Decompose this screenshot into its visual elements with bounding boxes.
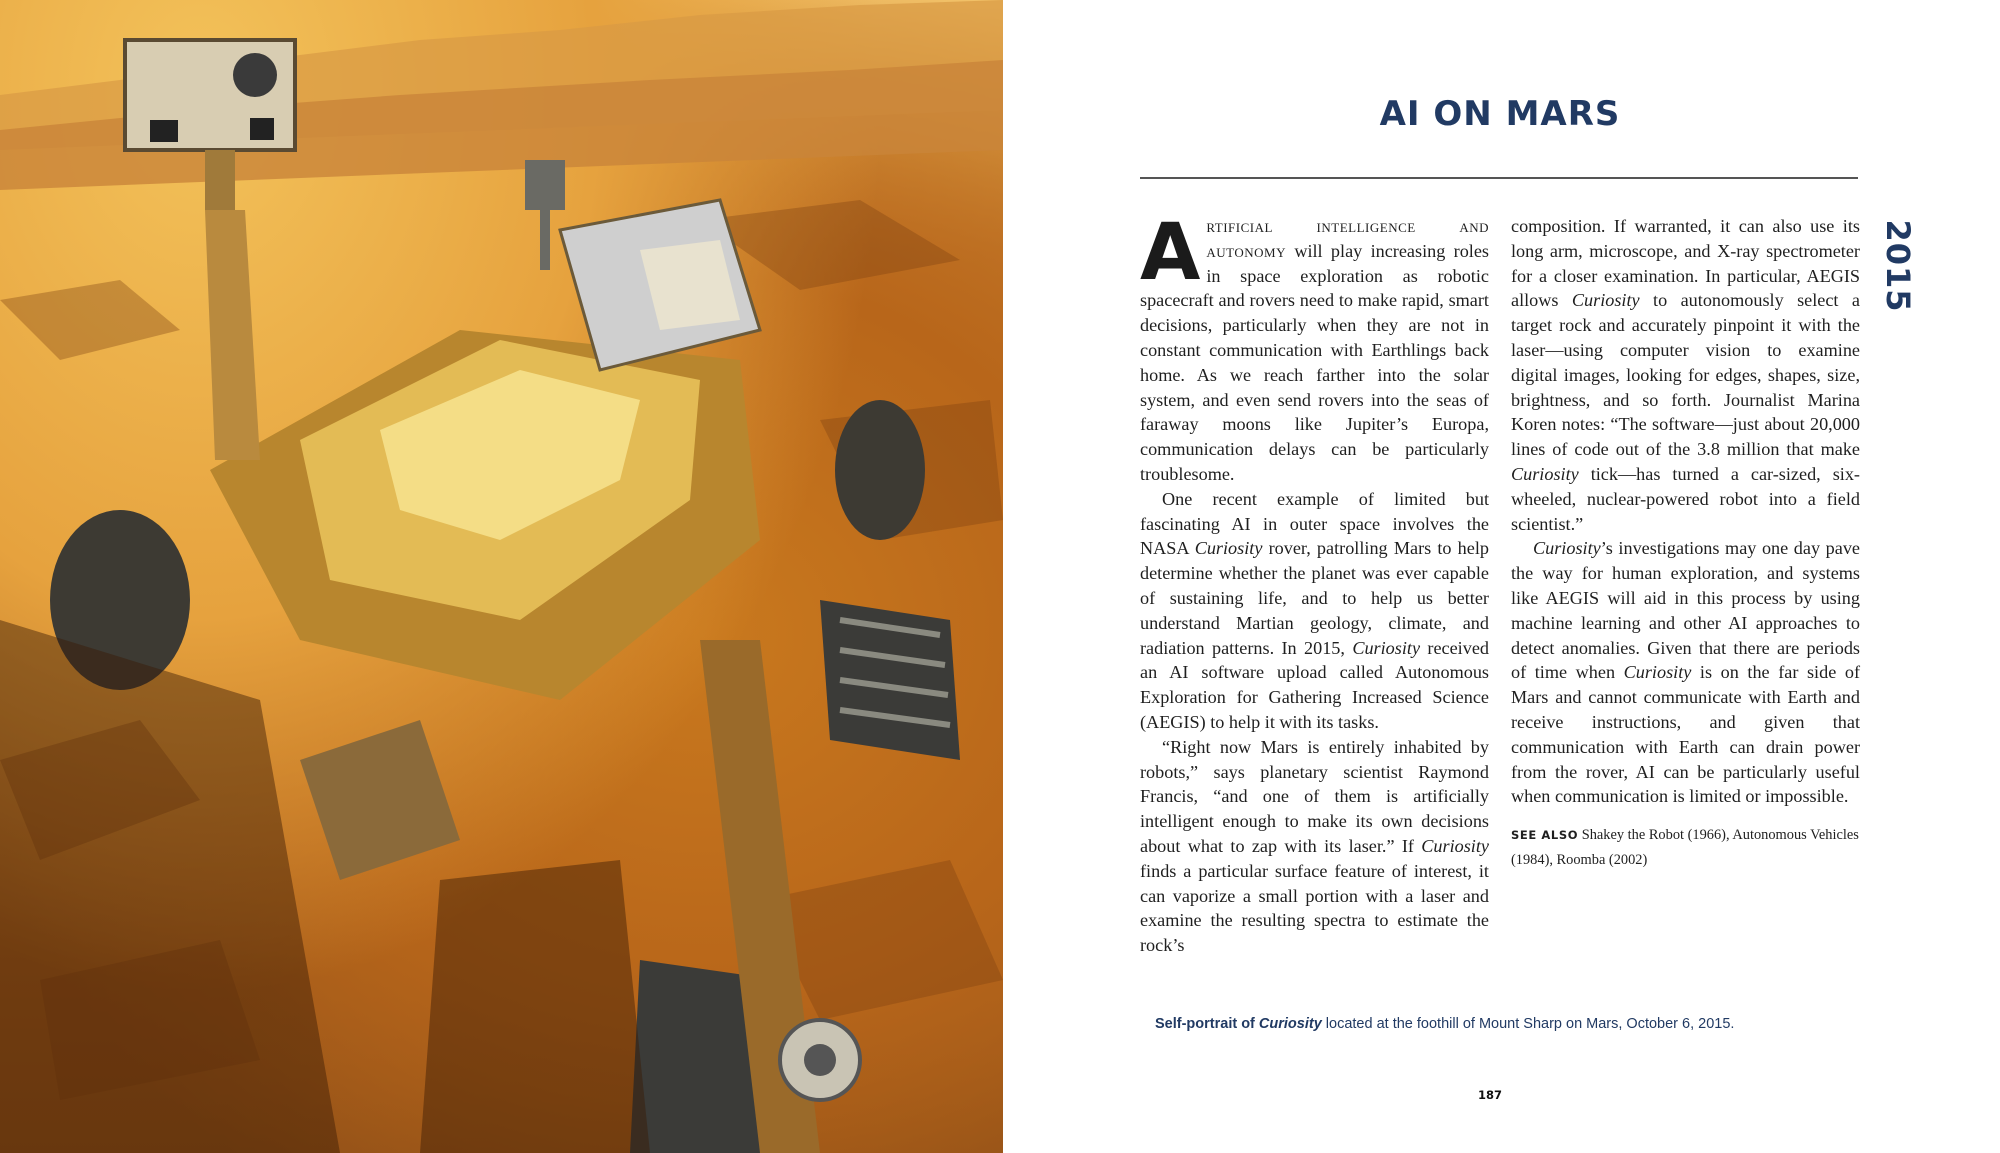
paragraph-4-text-a: composition. If warranted, it can also use its long arm, microscope, and X-ray spectrometer for a closer examination. In particular, AEGIS allows (1511, 216, 1860, 311)
photo-caption (1155, 1016, 1915, 1032)
paragraph-4 (1511, 214, 1860, 536)
italic-curiosity: Curiosity (1571, 290, 1640, 311)
paragraph-3 (1140, 735, 1489, 958)
column-left (1140, 208, 1489, 958)
paragraph-5 (1511, 536, 1860, 809)
page-number: 187 (1477, 1088, 1502, 1102)
italic-curiosity: Curiosity (1421, 835, 1489, 856)
paragraph-1-text: will play increasing roles in space exploration as robotic spacecraft and rovers need to make rapid, smart decisions, particularly when they are not in constant communication with Earthlings back home. As we reach farther into the solar system, and even send rovers into the seas of faraway moons like Jupiter’s Europa, communication delays can be particularly troublesome. (1140, 240, 1489, 484)
paragraph-4-text-b: to autonomously select a target rock and accurately pinpoint it with the laser—using computer vision to examine digital images, looking for edges, shapes, size, brightness, and so forth. Journalist Marina Koren notes: “The software—just about 20,000 lines of code out of the 3.8 million that make (1511, 290, 1860, 460)
year-marker (1873, 218, 1923, 314)
year-label: 2015 (1879, 219, 1917, 313)
paragraph-2-text-c: received an AI software upload called Autonomous Exploration for Gathering Increased Science (AEGIS) to help it with its tasks. (1140, 637, 1489, 732)
paragraph-3-text-a: “Right now Mars is entirely inhabited by robots,” says planetary scientist Raymond Francis, “and one of them is artificially intelligent enough to make its own decisions about what to zap with its laser.” If (1140, 736, 1489, 856)
see-also-label: SEE ALSO (1511, 828, 1579, 843)
italic-curiosity: Curiosity (1194, 538, 1263, 559)
see-also (1511, 823, 1860, 873)
italic-curiosity: Curiosity (1533, 538, 1601, 559)
paragraph-2-text-b: rover, patrolling Mars to help determine whether the planet was ever capable of sustaining life, and to help us better understand Martian geology, climate, and radiation patterns. In 2015, (1140, 538, 1489, 658)
paragraph-4-text-c: tick—has turned a car-sized, six-wheeled, nuclear-powered robot into a field scientist.” (1511, 463, 1860, 534)
title-rule (1140, 177, 1858, 179)
caption-italic: Curiosity (1258, 1016, 1322, 1032)
see-also-text: Shakey the Robot (1966), Autonomous Vehicles (1984), Roomba (2002) (1511, 827, 1859, 869)
article-title: AI ON MARS (1379, 94, 1621, 134)
italic-curiosity: Curiosity (1623, 662, 1692, 683)
caption-bold: Self-portrait of (1155, 1016, 1259, 1032)
caption-text: located at the foothill of Mount Sharp on Mars, October 6, 2015. (1321, 1016, 1735, 1032)
paragraph-2-text-a: One recent example of limited but fascinating AI in outer space involves the NASA (1140, 488, 1489, 559)
column-right (1511, 214, 1860, 873)
paragraph-3-text-b: finds a particular surface feature of interest, it can vaporize a small portion with a laser and examine the resulting spectra to estimate the rock’s (1140, 860, 1489, 956)
drop-cap: A (1140, 208, 1201, 298)
paragraph-2 (1140, 487, 1489, 735)
italic-curiosity: Curiosity (1511, 463, 1579, 484)
lead-smallcaps: rtificial intelligence and autonomy (1206, 216, 1489, 261)
italic-curiosity: Curiosity (1352, 637, 1421, 658)
paragraph-5-text-a: ’s investigations may one day pave the way for human exploration, and systems like AEGIS will aid in this process by using machine learning and other AI approaches to detect anomalies. Given that there are periods of time when (1511, 538, 1860, 683)
paragraph-1 (1140, 208, 1489, 487)
paragraph-5-text-b: is on the far side of Mars and cannot communicate with Earth and receive instructions, and given that communication with Earth can drain power from the rover, AI can be particularly useful when communication is limited or impossible. (1511, 662, 1861, 807)
